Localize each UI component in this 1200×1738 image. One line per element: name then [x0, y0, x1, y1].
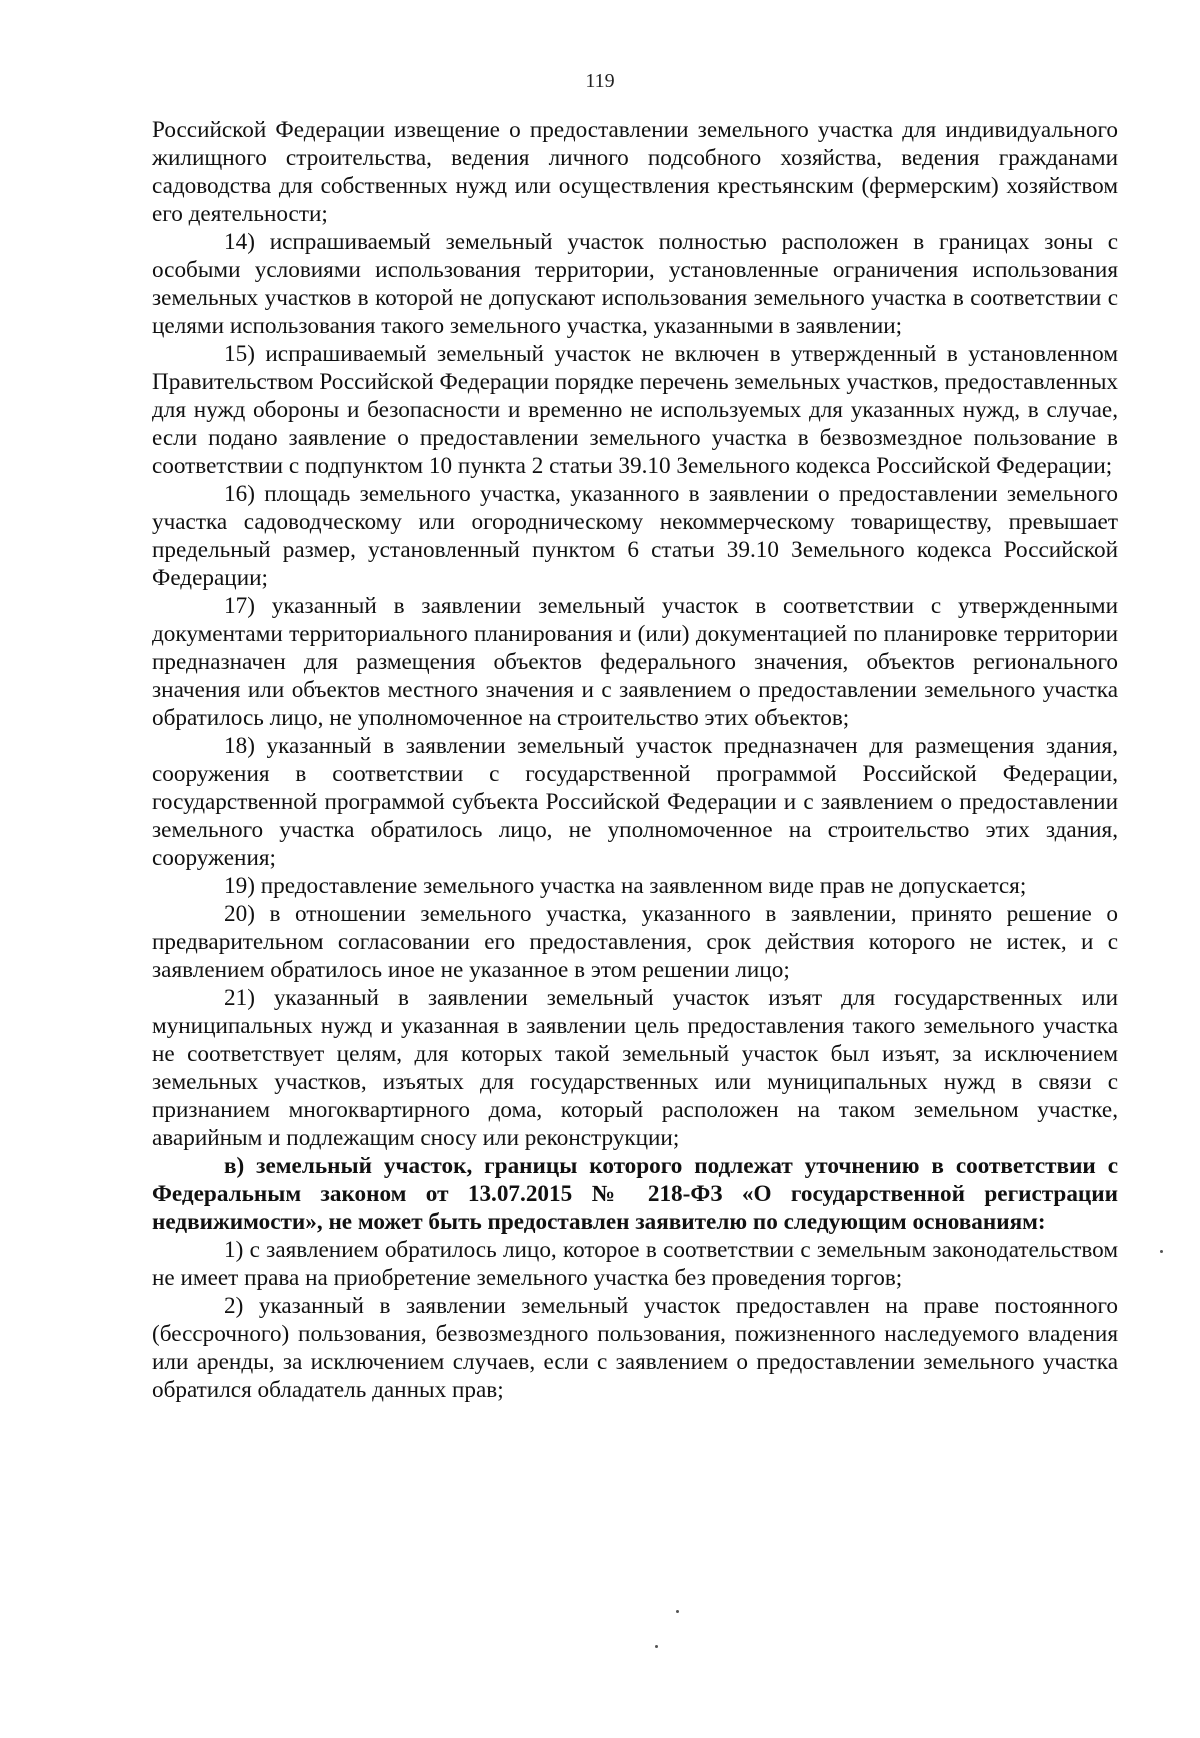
section-heading-v: в) земельный участок, границы которого подлежат уточнению в соответствии с Федеральным законом от 13.07.2015 № 218-ФЗ «О государственной регистрации недвижимости», не может быть предоставлен заявителю по следующим основаниям: — [152, 1153, 1118, 1235]
scan-speck — [1160, 1250, 1163, 1253]
paragraph-item-18: 18) указанный в заявлении земельный участок предназначен для размещения здания, сооружения в соответствии с государственной программой Российской Федерации, государственной программой субъекта Российской Федерации и с заявлением о предоставлении земельного участка обратилось лицо, не уполномоченное на строительство этих здания, сооружения; — [152, 733, 1118, 871]
paragraph-item-20: 20) в отношении земельного участка, указанного в заявлении, принято решение о предварительном согласовании его предоставления, срок действия которого не истек, и с заявлением обратилось иное не указанное в этом решении лицо; — [152, 901, 1118, 983]
paragraph-item-14: 14) испрашиваемый земельный участок полностью расположен в границах зоны с особыми условиями использования территории, установленные ограничения использования земельных участков в которой не допускают использования земельного участка в соответствии с целями использования такого земельного участка, указанными в заявлении; — [152, 229, 1118, 339]
paragraph-item-17: 17) указанный в заявлении земельный участок в соответствии с утвержденными документами территориального планирования и (или) документацией по планировке территории предназначен для размещения объектов федерального значения, объектов регионального значения или объектов местного значения и с заявлением о предоставлении земельного участка обратилось лицо, не уполномоченное на строительство этих объектов; — [152, 593, 1118, 731]
page-number: 119 — [585, 70, 615, 92]
paragraph-item-19: 19) предоставление земельного участка на заявленном виде прав не допускается; — [224, 873, 1027, 899]
scan-speck — [676, 1610, 679, 1613]
paragraph-item-2: 2) указанный в заявлении земельный участок предоставлен на праве постоянного (бессрочного) пользования, безвозмездного пользования, пожизненного наследуемого владения или аренды, за исключением случаев, если с заявлением о предоставлении земельного участка обратился обладатель данных прав; — [152, 1293, 1118, 1403]
paragraph-item-1: 1) с заявлением обратилось лицо, которое в соответствии с земельным законодательством не имеет права на приобретение земельного участка без проведения торгов; — [152, 1237, 1118, 1291]
scan-speck — [655, 1645, 658, 1648]
paragraph-item-21: 21) указанный в заявлении земельный участок изъят для государственных или муниципальных нужд и указанная в заявлении цель предоставления такого земельного участка не соответствует целям, для которых такой земельный участок был изъят, за исключением земельных участков, изъятых для государственных или муниципальных нужд в связи с признанием многоквартирного дома, который расположен на таком земельном участке, аварийным и подлежащим сносу или реконструкции; — [152, 985, 1118, 1151]
document-body — [152, 116, 1118, 1404]
paragraph-item-16: 16) площадь земельного участка, указанного в заявлении о предоставлении земельного участка садоводческому или огородническому некоммерческому товариществу, превышает предельный размер, установленный пунктом 6 статьи 39.10 Земельного кодекса Российской Федерации; — [152, 481, 1118, 591]
paragraph-continuation: Российской Федерации извещение о предоставлении земельного участка для индивидуального жилищного строительства, ведения личного подсобного хозяйства, ведения гражданами садоводства для собственных нужд или осуществления крестьянским (фермерским) хозяйством его деятельности; — [152, 117, 1118, 227]
paragraph-item-15: 15) испрашиваемый земельный участок не включен в утвержденный в установленном Правительством Российской Федерации порядке перечень земельных участков, предоставленных для нужд обороны и безопасности и временно не используемых для указанных нужд, в случае, если подано заявление о предоставлении земельного участка в безвозмездное пользование в соответствии с подпунктом 10 пункта 2 статьи 39.10 Земельного кодекса Российской Федерации; — [152, 341, 1118, 479]
